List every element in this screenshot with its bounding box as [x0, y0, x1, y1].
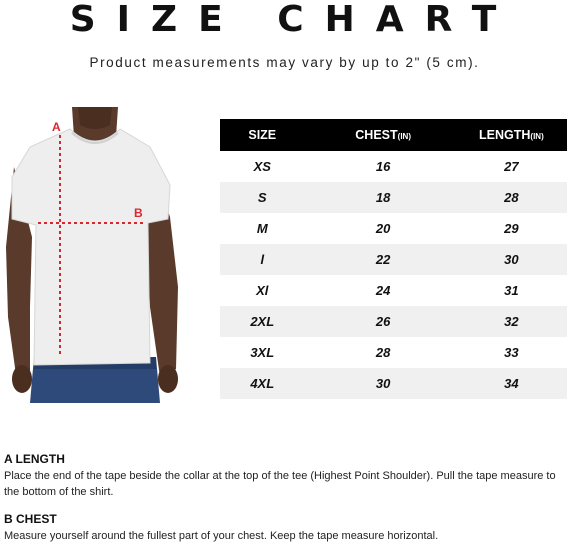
cell-size: S [257, 190, 267, 205]
column-header-size: SIZE [248, 128, 277, 142]
cell-chest: 20 [375, 221, 391, 236]
note-chest [4, 512, 564, 544]
table-row [220, 213, 567, 244]
cell-chest: 22 [375, 252, 391, 267]
cell-size: M [256, 221, 268, 236]
table-row [220, 337, 567, 368]
table-header [220, 119, 567, 151]
table-row [220, 182, 567, 213]
page-subtitle: Product measurements may vary by up to 2" (5 cm). [89, 55, 480, 70]
cell-length: 29 [504, 221, 519, 236]
cell-size: 4XL [250, 376, 275, 391]
table-row [220, 151, 567, 182]
note-body: Place the end of the tape beside the collar at the top of the tee (Highest Point Shoulder). Pull the tape measure to the bottom of the shirt. [4, 470, 556, 498]
note-length [4, 452, 564, 500]
column-header-chest: CHEST(IN) [355, 128, 411, 142]
table-row [220, 244, 567, 275]
cell-chest: 18 [375, 190, 391, 205]
note-heading: B CHEST [4, 512, 57, 526]
cell-size: Xl [256, 283, 269, 298]
tshirt-model-illustration [0, 107, 212, 403]
cell-length: 30 [504, 252, 519, 267]
table-row [220, 368, 567, 399]
page-title: SIZE CHART [69, 0, 518, 40]
cell-size: l [260, 252, 265, 267]
note-heading: A LENGTH [4, 452, 65, 466]
measurement-notes [4, 452, 564, 544]
cell-chest: 24 [375, 283, 391, 298]
cell-length: 27 [504, 159, 519, 174]
note-body: Measure yourself around the fullest part of your chest. Keep the tape measure horizontal. [4, 530, 439, 542]
cell-chest: 30 [375, 376, 391, 391]
cell-size: 2XL [250, 314, 275, 329]
column-header-length: LENGTH(IN) [479, 128, 544, 142]
cell-length: 28 [504, 190, 519, 205]
cell-chest: 28 [375, 345, 391, 360]
cell-length: 31 [504, 283, 519, 298]
cell-length: 33 [504, 345, 519, 360]
cell-length: 34 [504, 376, 519, 391]
size-table [220, 119, 567, 399]
cell-length: 32 [504, 314, 519, 329]
cell-chest: 16 [375, 159, 391, 174]
marker-a: A [52, 120, 61, 134]
marker-b: B [134, 206, 143, 220]
cell-size: 3XL [250, 345, 275, 360]
table-row [220, 275, 567, 306]
cell-chest: 26 [375, 314, 391, 329]
cell-size: XS [253, 159, 271, 174]
table-row [220, 306, 567, 337]
